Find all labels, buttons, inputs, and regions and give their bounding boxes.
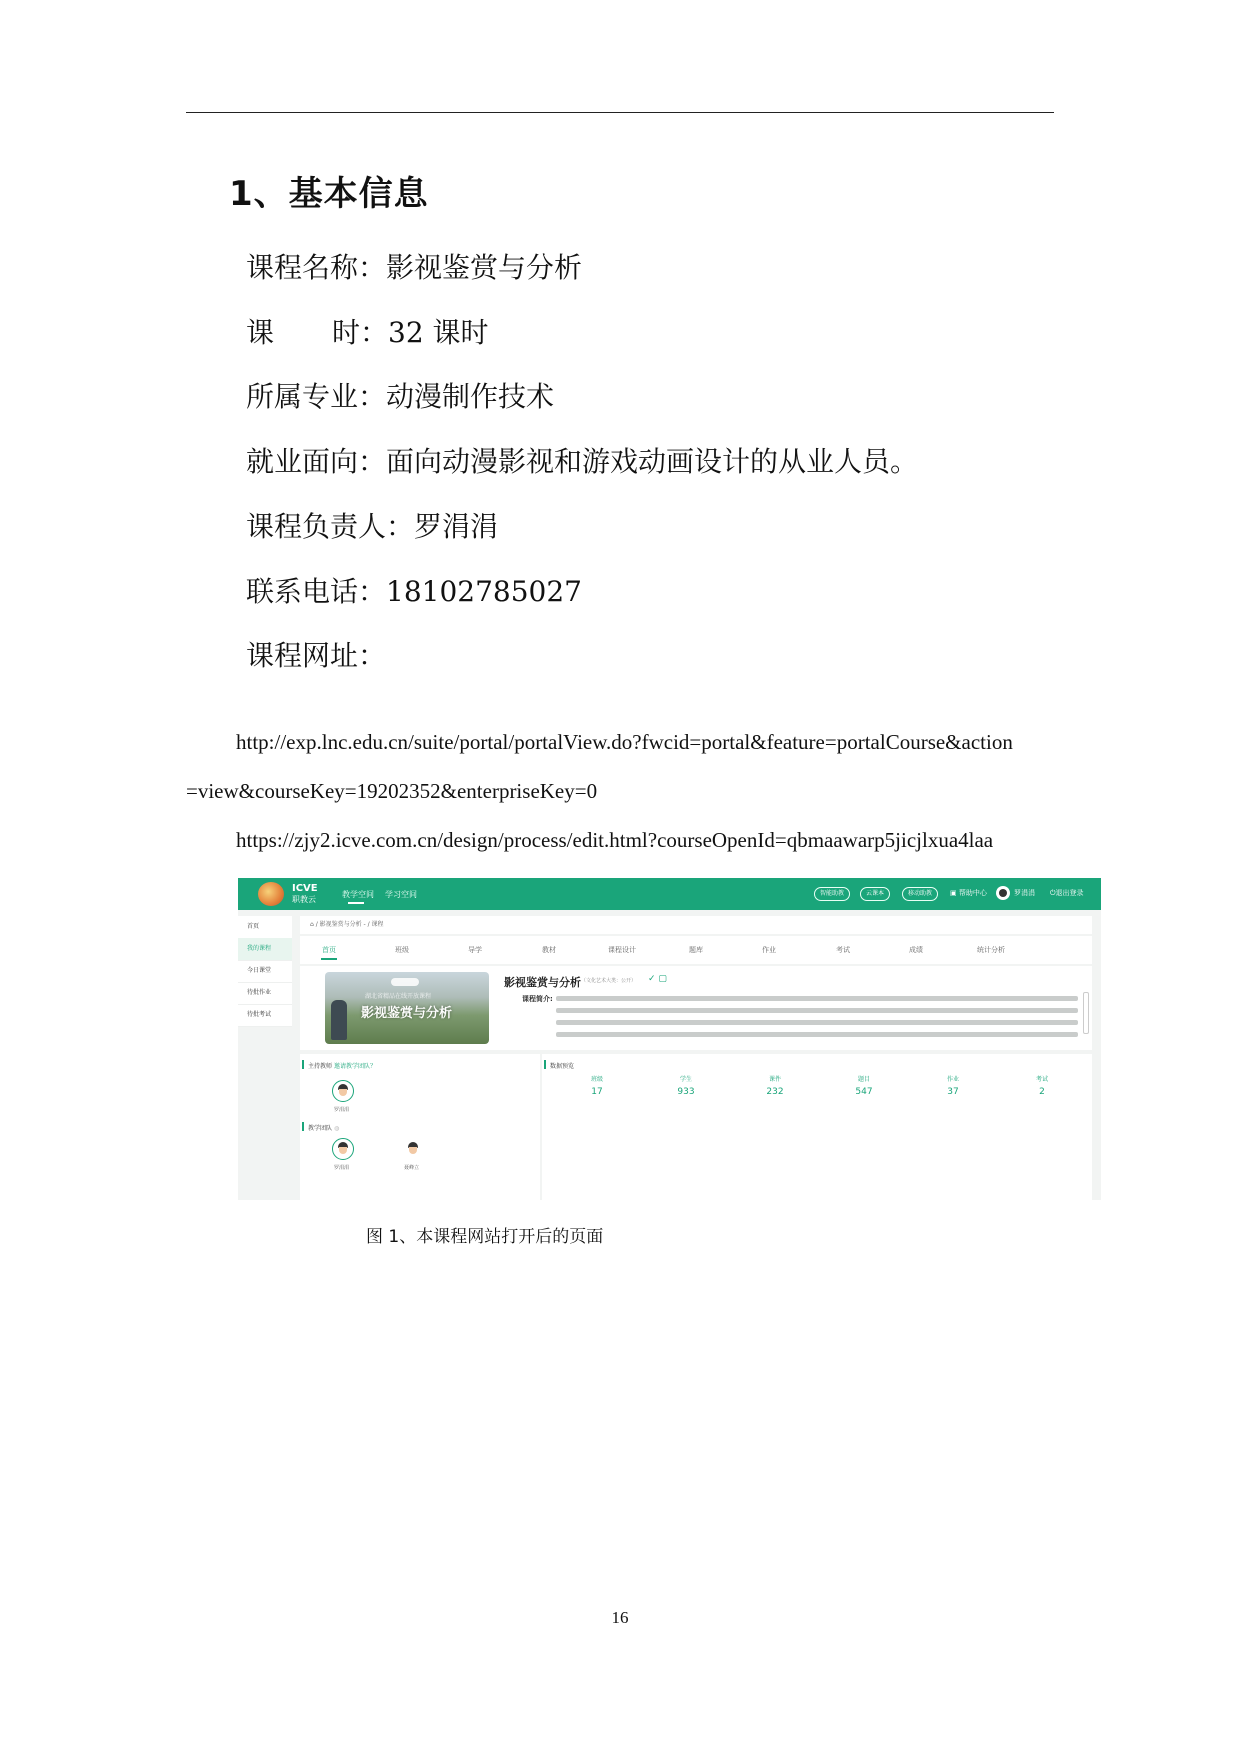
- sidebar: [238, 916, 292, 1026]
- team-heading: [308, 1123, 339, 1132]
- course-url-label: 课程网址：: [246, 639, 387, 672]
- host-teacher-heading: [308, 1061, 376, 1070]
- course-intro-label: 课程简介:: [522, 995, 553, 1003]
- panel-marker: [302, 1122, 304, 1131]
- invite-team-link[interactable]: 邀请教学团队？: [333, 1063, 376, 1070]
- breadcrumb[interactable]: ⌂ / 影视鉴赏与分析 - / 课程: [300, 916, 1092, 934]
- icve-logo-icon: [258, 882, 284, 906]
- tab-homework[interactable]: 作业: [762, 946, 776, 954]
- tab-textbook[interactable]: 教材: [542, 946, 556, 954]
- course-title: 影视鉴赏与分析: [504, 976, 581, 989]
- stats-panel: [542, 1054, 1092, 1200]
- stat-label-exams: 考试: [1035, 1076, 1048, 1083]
- logo-title: ICVE: [292, 883, 318, 894]
- course-intro-text: [556, 996, 1078, 1001]
- stat-value-homework[interactable]: 37: [947, 1087, 959, 1097]
- nav-teaching-space[interactable]: 教学空间: [342, 890, 374, 899]
- sidebar-item-my-courses[interactable]: 我的课程: [238, 938, 292, 961]
- course-intro-text: [556, 1020, 1078, 1025]
- tab-question-bank[interactable]: 题库: [689, 946, 703, 954]
- course-hours-label-a: 课: [246, 316, 275, 349]
- stat-value-class[interactable]: 17: [591, 1087, 603, 1097]
- tab-guide[interactable]: 导学: [468, 946, 482, 954]
- team-member-name: 聂峰立: [404, 1165, 420, 1171]
- tab-active-underline: [321, 958, 337, 960]
- stat-value-coursewares[interactable]: 232: [766, 1087, 784, 1097]
- stat-label-coursewares: 课件: [768, 1076, 781, 1083]
- nav-active-underline: [348, 902, 364, 904]
- course-phone: 联系电话：18102785027: [246, 575, 582, 608]
- stat-value-students[interactable]: 933: [677, 1087, 695, 1097]
- stat-label-questions: 题目: [857, 1076, 870, 1083]
- sidebar-item-home[interactable]: 首页: [238, 916, 292, 939]
- teacher-panel: [300, 1054, 540, 1200]
- stat-label-students: 学生: [679, 1076, 692, 1083]
- section-heading: 1、基本信息: [229, 174, 429, 214]
- course-tabs: [300, 936, 1092, 964]
- course-intro-text: [556, 1008, 1078, 1013]
- course-url-2[interactable]: https://zjy2.icve.com.cn/design/process/edit.html?courseOpenId=qbmaawarp5jicjlxua4laa: [236, 828, 994, 852]
- cover-title: 影视鉴赏与分析: [361, 1006, 453, 1021]
- user-avatar[interactable]: [996, 886, 1010, 900]
- tab-home[interactable]: 首页: [322, 946, 336, 954]
- header-rule: [186, 112, 1054, 113]
- logo-subtitle: 职教云: [292, 895, 316, 904]
- info-icon[interactable]: ◍: [333, 1125, 340, 1132]
- course-url-1a[interactable]: http://exp.lnc.edu.cn/suite/portal/portalView.do?fwcid=portal&feature=portalCourse&action: [236, 730, 1013, 754]
- tab-exam[interactable]: 考试: [836, 946, 850, 954]
- user-name[interactable]: 罗涓涓: [1014, 889, 1035, 897]
- cover-figure: [331, 1000, 347, 1040]
- edit-icon[interactable]: ✓ ▢: [648, 974, 667, 984]
- top-bar: [238, 878, 1101, 910]
- figure-caption: 图 1、本课程网站打开后的页面: [366, 1227, 604, 1247]
- course-card: [300, 966, 1092, 1050]
- sidebar-item-pending-homework[interactable]: 待批作业: [238, 982, 292, 1005]
- smart-assistant-button[interactable]: 智能助教: [814, 887, 850, 901]
- power-icon: ⏻: [1050, 889, 1056, 897]
- stat-value-exams[interactable]: 2: [1039, 1087, 1045, 1097]
- nav-learning-space[interactable]: 学习空间: [385, 890, 417, 899]
- website-screenshot: [238, 878, 1101, 1200]
- course-intro-text: [556, 1032, 1078, 1037]
- sidebar-item-today-class[interactable]: 今日课堂: [238, 960, 292, 983]
- cover-subtitle: 湖北省精品在线开放课程: [365, 993, 432, 1000]
- logout-label: 退出登录: [1055, 889, 1084, 897]
- panel-marker: [302, 1060, 304, 1069]
- mobile-assistant-button[interactable]: 移动助教: [902, 887, 938, 901]
- course-name: 课程名称：影视鉴赏与分析: [246, 251, 583, 284]
- team-label: 教学团队: [308, 1125, 333, 1132]
- course-cover-image[interactable]: [325, 972, 489, 1044]
- cover-badge: [391, 978, 419, 986]
- tab-grades[interactable]: 成绩: [909, 946, 923, 954]
- tab-course-design[interactable]: 课程设计: [608, 946, 636, 954]
- course-major: 所属专业：动漫制作技术: [246, 380, 555, 413]
- course-employment: 就业面向：面向动漫影视和游戏动画设计的从业人员。: [246, 445, 919, 478]
- host-teacher-name: 罗涓涓: [334, 1107, 350, 1113]
- course-hours-value: 时：32 课时: [332, 316, 489, 349]
- page-number: 16: [611, 1608, 629, 1627]
- intro-scrollbar[interactable]: [1083, 992, 1089, 1034]
- tab-statistics[interactable]: 统计分析: [977, 946, 1005, 954]
- team-member-name: 罗涓涓: [334, 1165, 350, 1171]
- stat-value-questions[interactable]: 547: [855, 1087, 873, 1097]
- team-member-avatar[interactable]: [402, 1138, 424, 1160]
- stats-heading: 数据预览: [550, 1063, 575, 1070]
- host-teacher-avatar[interactable]: [332, 1080, 354, 1102]
- course-category-tag: （文化艺术大类：公开）: [581, 978, 637, 984]
- course-leader: 课程负责人：罗涓涓: [246, 510, 499, 543]
- sidebar-item-pending-exam[interactable]: 待批考试: [238, 1004, 292, 1027]
- course-url-1b[interactable]: =view&courseKey=19202352&enterpriseKey=0: [186, 779, 598, 803]
- course-hours: [246, 311, 489, 351]
- logout-button[interactable]: [1050, 888, 1084, 898]
- help-center-label: 帮助中心: [958, 889, 987, 897]
- cloud-textbook-button[interactable]: 云课本: [860, 887, 890, 901]
- host-teacher-label: 主持教师: [308, 1063, 333, 1070]
- help-icon: ▣: [950, 889, 957, 897]
- tab-class[interactable]: 班级: [395, 946, 409, 954]
- panel-marker: [544, 1060, 546, 1069]
- stat-label-homework: 作业: [946, 1076, 959, 1083]
- team-member-avatar[interactable]: [332, 1138, 354, 1160]
- help-center[interactable]: [950, 888, 987, 898]
- stat-label-class: 班级: [590, 1076, 603, 1083]
